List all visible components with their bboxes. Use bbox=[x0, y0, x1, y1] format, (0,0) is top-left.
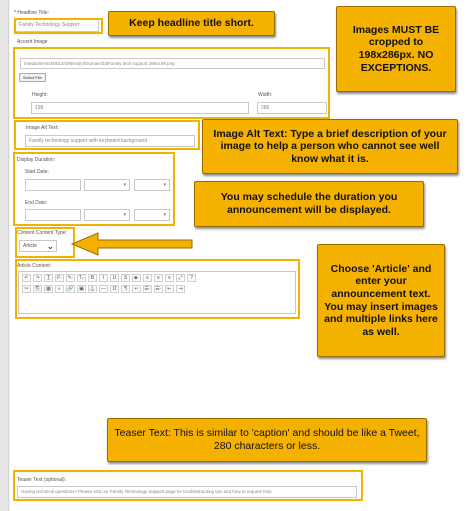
content-type-label: Content Content Type: bbox=[17, 230, 67, 236]
editor-toolbar-row2-button-0[interactable]: ✂ bbox=[22, 285, 31, 293]
editor-toolbar-row1-button-13[interactable]: ≡ bbox=[165, 274, 174, 282]
callout-article: Choose 'Article' and enter your announcement text. You may insert images and multiple links here as well. bbox=[317, 244, 445, 357]
editor-toolbar-row1-button-6[interactable]: B bbox=[88, 274, 97, 282]
start-date-label: Start Date: bbox=[25, 169, 49, 175]
chevron-down-icon: ⌄ bbox=[46, 241, 54, 251]
teaser-label: Teaser Text (optional): bbox=[17, 477, 67, 483]
left-sidebar bbox=[0, 0, 9, 511]
display-duration-label: Display Duration: bbox=[17, 157, 56, 163]
width-input[interactable]: 286 bbox=[257, 102, 327, 114]
editor-toolbar-row2-button-12[interactable]: ☰· bbox=[155, 286, 162, 292]
chevron-down-icon: ▾ bbox=[123, 182, 126, 188]
editor-toolbar-row1-button-10[interactable]: ■· bbox=[132, 274, 141, 282]
callout-teaser: Teaser Text: This is similar to 'caption' and should be like a Tweet, 280 characters or less. bbox=[107, 418, 427, 462]
teaser-highlight bbox=[13, 470, 363, 501]
article-content-label: Article Content: bbox=[17, 263, 52, 269]
editor-toolbar-row2-button-7[interactable]: — bbox=[101, 286, 106, 292]
height-label: Height: bbox=[32, 92, 48, 98]
end-date-label: End Date: bbox=[25, 200, 48, 206]
callout-headline: Keep headline title short. bbox=[108, 11, 275, 36]
alt-text-input[interactable]: Family technology support with keyboard background bbox=[25, 135, 195, 147]
alt-text-label: Image Alt Text: bbox=[26, 125, 59, 131]
callout-alt-text: Image Alt Text: Type a brief description of your image to help a person who cannot see well know what it is. bbox=[202, 119, 458, 174]
content-type-highlight bbox=[15, 227, 75, 258]
editor-toolbar-row1-button-14[interactable]: ⤢ bbox=[176, 274, 185, 282]
editor-toolbar-row1-button-5[interactable]: Tᵢ· bbox=[78, 275, 85, 281]
content-type-select[interactable]: Article ⌄ bbox=[19, 240, 57, 252]
editor-toolbar-row1-button-0[interactable]: ↶ bbox=[22, 274, 31, 282]
editor-toolbar-row1-button-11[interactable]: ≡ bbox=[143, 274, 152, 282]
editor-toolbar-row2-button-4[interactable]: 🔗 bbox=[67, 286, 74, 292]
editor-toolbar-row2-button-2[interactable]: ▦ bbox=[44, 285, 53, 293]
headline-label: * Headline Title: bbox=[14, 10, 50, 16]
editor-toolbar-row1-button-7[interactable]: I bbox=[99, 274, 108, 282]
callout-images: Images MUST BE cropped to 198x286px. NO EXCEPTIONS. bbox=[336, 6, 456, 92]
chevron-down-icon: ▾ bbox=[123, 212, 126, 218]
chevron-down-icon: ▾ bbox=[163, 212, 166, 218]
select-file-button[interactable]: Select File bbox=[19, 73, 46, 82]
editor-toolbar-row1-button-4[interactable]: ✎· bbox=[67, 275, 74, 281]
editor-toolbar-row2-button-9[interactable]: ¶ bbox=[121, 285, 130, 293]
accent-image-path-input[interactable]: /media/WA0150013/4/Ministry/Domain/33/Family tech support 286x198.png bbox=[20, 58, 325, 69]
chevron-down-icon: ▾ bbox=[163, 182, 166, 188]
accent-image-label: Accent Image bbox=[17, 39, 48, 45]
accent-image-highlight bbox=[13, 47, 330, 119]
editor-toolbar-row2-button-10[interactable]: ↵ bbox=[132, 285, 141, 293]
editor-toolbar-row2-button-6[interactable]: ⚓ bbox=[89, 286, 96, 292]
editor-toolbar-row1-button-2[interactable]: T̲ bbox=[44, 274, 53, 282]
editor-toolbar-row2-button-3[interactable]: ◐ bbox=[55, 285, 64, 293]
editor-toolbar-row1-button-15[interactable]: ? bbox=[187, 274, 196, 282]
editor-toolbar-row2-button-14[interactable]: ⇥ bbox=[176, 285, 185, 293]
editor-toolbar-row1-button-8[interactable]: U bbox=[110, 274, 119, 282]
headline-highlight bbox=[14, 18, 103, 34]
editor-toolbar-row2-button-5[interactable]: ▣ bbox=[77, 285, 86, 293]
editor-toolbar-row2-button-8[interactable]: Ω bbox=[110, 285, 119, 293]
editor-toolbar-row2-button-11[interactable]: ☰· bbox=[144, 286, 151, 292]
display-duration-highlight bbox=[13, 152, 175, 226]
alt-text-highlight bbox=[14, 120, 200, 150]
teaser-input[interactable]: Having technical questions? Please visit our Family Technology Support page for troubleshooting tips and how to request help. bbox=[17, 486, 357, 498]
height-input[interactable]: 198 bbox=[31, 102, 249, 114]
editor-toolbar-row2-button-13[interactable]: ⇤ bbox=[165, 285, 174, 293]
editor-toolbar-row2-button-1[interactable]: ⎘ bbox=[33, 285, 42, 293]
editor-toolbar-row1-button-1[interactable]: ↷ bbox=[33, 274, 42, 282]
headline-input[interactable]: Family Technology Support bbox=[15, 19, 99, 32]
editor-toolbar-row1-button-12[interactable]: ≡ bbox=[154, 274, 163, 282]
editor-toolbar-row1-button-9[interactable]: S bbox=[121, 274, 130, 282]
callout-duration: You may schedule the duration you announcement will be displayed. bbox=[194, 181, 424, 227]
editor-toolbar-row1-button-3[interactable]: F· bbox=[55, 274, 64, 282]
article-content-highlight bbox=[15, 259, 300, 319]
width-label: Width: bbox=[258, 92, 273, 98]
